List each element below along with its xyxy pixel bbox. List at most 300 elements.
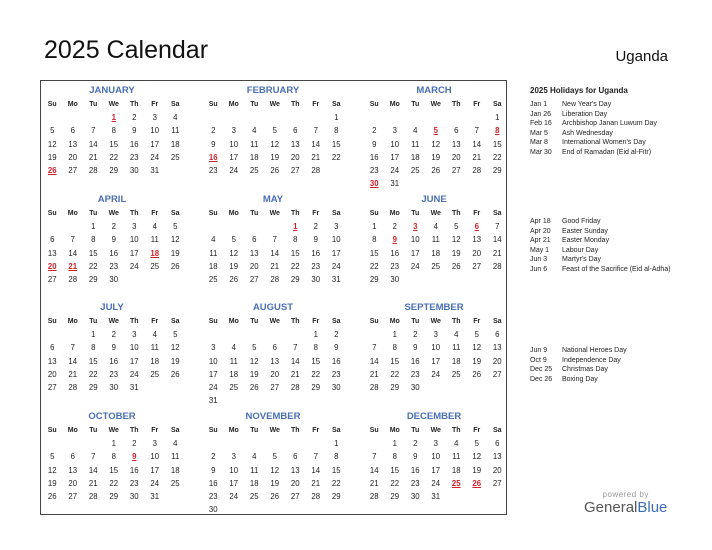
generalblue-logo[interactable] [584, 490, 667, 516]
day-cell: 10 [150, 126, 160, 136]
weekday-header: Mo [389, 210, 400, 217]
day-cell: 28 [311, 491, 321, 501]
day-cell: 2 [132, 113, 137, 123]
weekday-header: Tu [89, 427, 98, 434]
day-cell: 20 [492, 465, 502, 475]
day-cell: 23 [109, 261, 119, 271]
day-cell: 23 [208, 491, 218, 501]
day-cell: 11 [452, 452, 461, 462]
day-cell: 15 [390, 465, 400, 475]
day-cell: 2 [413, 439, 418, 449]
empty-day-cell [63, 437, 84, 450]
empty-day-cell [285, 111, 306, 124]
day-cell: 29 [88, 274, 98, 284]
day-cell: 4 [152, 222, 157, 232]
day-cell: 20 [68, 478, 78, 488]
weekday-header: Tu [411, 427, 420, 434]
weekday-header: Fr [151, 427, 159, 434]
day-cell: 15 [88, 248, 98, 258]
day-cell: 15 [109, 465, 119, 475]
weekday-header: We [108, 427, 119, 434]
day-cell: 21 [492, 248, 502, 258]
holiday-row [530, 246, 700, 256]
weekday-header: Th [290, 101, 300, 108]
day-cell: 27 [270, 382, 280, 392]
day-cell: 27 [492, 478, 502, 488]
day-cell: 13 [290, 465, 300, 475]
day-cell: 30 [109, 274, 119, 284]
day-cell: 7 [70, 235, 75, 245]
holiday-day-cell: 26 [472, 478, 482, 488]
holiday-row [530, 255, 700, 265]
weekday-header: Sa [331, 101, 341, 108]
day-cell: 2 [211, 126, 216, 136]
day-cell: 26 [229, 274, 239, 284]
day-cell: 19 [270, 152, 280, 162]
day-cell: 15 [331, 139, 341, 149]
day-cell: 13 [47, 248, 57, 258]
weekday-header: Su [47, 427, 57, 434]
day-cell: 22 [390, 369, 400, 379]
day-cell: 8 [334, 452, 339, 462]
day-cell: 26 [170, 369, 180, 379]
weekday-header: Tu [411, 101, 420, 108]
day-cell: 21 [88, 478, 98, 488]
month-grid [42, 315, 182, 394]
day-cell: 15 [290, 248, 300, 258]
empty-day-cell [203, 328, 224, 341]
day-cell: 14 [369, 356, 379, 366]
month-december [364, 410, 504, 503]
day-cell: 18 [410, 152, 420, 162]
day-cell: 19 [472, 356, 482, 366]
day-cell: 12 [270, 465, 280, 475]
day-cell: 21 [369, 369, 379, 379]
day-cell: 6 [293, 126, 298, 136]
day-cell: 4 [433, 222, 438, 232]
day-cell: 20 [270, 369, 280, 379]
weekday-header: Tu [89, 101, 98, 108]
holiday-list-q2 [530, 217, 700, 284]
holiday-name: Boxing Day [562, 375, 598, 383]
day-cell: 8 [313, 343, 318, 353]
day-cell: 19 [249, 369, 259, 379]
day-cell: 6 [272, 343, 277, 353]
day-cell: 9 [211, 465, 216, 475]
day-cell: 11 [209, 248, 218, 258]
day-cell: 20 [290, 478, 300, 488]
day-cell: 9 [372, 139, 377, 149]
holiday-list-q3 [530, 346, 700, 384]
empty-day-cell [244, 328, 265, 341]
holiday-row [530, 365, 700, 375]
day-cell: 2 [413, 330, 418, 340]
weekday-header: Su [208, 427, 218, 434]
day-cell: 21 [311, 152, 321, 162]
day-cell: 16 [369, 152, 379, 162]
empty-day-cell [203, 437, 224, 450]
weekday-header: We [108, 101, 119, 108]
day-cell: 19 [270, 478, 280, 488]
weekday-header: Tu [411, 318, 420, 325]
weekday-header: Fr [312, 101, 320, 108]
day-cell: 16 [410, 465, 420, 475]
weekday-header: Mo [67, 427, 78, 434]
holiday-day-cell: 30 [369, 179, 379, 189]
day-cell: 30 [331, 382, 341, 392]
day-cell: 16 [208, 478, 218, 488]
day-cell: 14 [270, 248, 280, 258]
day-cell: 29 [390, 382, 400, 392]
day-cell: 7 [313, 126, 318, 136]
holiday-date: Apr 18 [530, 218, 551, 225]
day-cell: 11 [171, 452, 180, 462]
day-cell: 24 [390, 165, 400, 175]
day-cell: 21 [68, 369, 78, 379]
day-cell: 3 [152, 113, 157, 123]
empty-day-cell [265, 437, 286, 450]
day-cell: 12 [472, 452, 482, 462]
day-cell: 1 [495, 113, 500, 123]
weekday-header: Th [451, 210, 461, 217]
empty-day-cell [224, 328, 245, 341]
month-may [203, 193, 343, 286]
day-cell: 14 [472, 139, 482, 149]
day-cell: 13 [270, 356, 280, 366]
day-cell: 25 [170, 478, 180, 488]
day-cell: 12 [431, 139, 441, 149]
empty-day-cell [224, 437, 245, 450]
day-cell: 28 [68, 382, 78, 392]
day-cell: 6 [293, 452, 298, 462]
holiday-day-cell: 9 [392, 235, 397, 245]
holiday-name: Liberation Day [562, 110, 608, 118]
holiday-day-cell: 25 [451, 478, 461, 488]
day-cell: 30 [109, 382, 119, 392]
day-cell: 24 [129, 261, 139, 271]
day-cell: 16 [109, 356, 119, 366]
day-cell: 7 [372, 343, 377, 353]
day-cell: 13 [492, 343, 502, 353]
empty-day-cell [63, 328, 84, 341]
holiday-date: Jan 26 [530, 110, 552, 118]
day-cell: 21 [270, 261, 280, 271]
weekday-header: We [430, 101, 441, 108]
day-cell: 14 [290, 356, 300, 366]
weekday-header: Tu [250, 427, 259, 434]
day-cell: 3 [152, 439, 157, 449]
weekday-header: Mo [67, 318, 78, 325]
day-cell: 22 [331, 152, 341, 162]
weekday-header: Th [129, 101, 139, 108]
day-cell: 18 [451, 356, 461, 366]
day-cell: 9 [111, 235, 116, 245]
day-cell: 29 [331, 491, 341, 501]
weekday-header: Th [451, 101, 461, 108]
day-cell: 6 [50, 343, 55, 353]
month-name: JULY [100, 302, 124, 313]
weekday-header: Th [129, 427, 139, 434]
day-cell: 7 [91, 452, 96, 462]
day-cell: 29 [369, 274, 379, 284]
brand-name [584, 499, 667, 516]
day-cell: 31 [431, 491, 441, 501]
day-cell: 5 [454, 222, 459, 232]
day-cell: 11 [150, 235, 159, 245]
empty-day-cell [364, 328, 385, 341]
day-cell: 9 [211, 139, 216, 149]
day-cell: 13 [451, 139, 461, 149]
day-cell: 27 [290, 491, 300, 501]
day-cell: 22 [492, 152, 502, 162]
day-cell: 23 [331, 369, 341, 379]
day-cell: 9 [413, 452, 418, 462]
empty-day-cell [224, 220, 245, 233]
empty-day-cell [244, 111, 265, 124]
day-cell: 7 [91, 126, 96, 136]
holiday-name: Easter Monday [562, 237, 610, 244]
weekday-header: Fr [473, 318, 481, 325]
day-cell: 14 [492, 235, 502, 245]
day-cell: 13 [47, 356, 57, 366]
empty-day-cell [42, 437, 63, 450]
day-cell: 17 [390, 152, 400, 162]
weekday-header: Su [47, 210, 57, 217]
holiday-row [530, 375, 700, 385]
day-cell: 10 [410, 235, 420, 245]
day-cell: 20 [290, 152, 300, 162]
weekday-header: Su [208, 318, 218, 325]
day-cell: 22 [331, 478, 341, 488]
day-cell: 4 [413, 126, 418, 136]
day-cell: 12 [472, 343, 482, 353]
holiday-name: End of Ramadan (Eid al-Fitr) [562, 148, 652, 156]
day-cell: 26 [431, 165, 441, 175]
day-cell: 6 [252, 235, 257, 245]
day-cell: 11 [250, 139, 259, 149]
day-cell: 20 [47, 369, 57, 379]
weekday-header: We [430, 427, 441, 434]
day-cell: 18 [170, 465, 180, 475]
day-cell: 2 [334, 330, 339, 340]
day-cell: 14 [88, 465, 98, 475]
day-cell: 1 [392, 439, 397, 449]
day-cell: 9 [413, 343, 418, 353]
day-cell: 21 [88, 152, 98, 162]
day-cell: 25 [208, 274, 218, 284]
day-cell: 10 [129, 235, 139, 245]
day-cell: 1 [91, 222, 96, 232]
day-cell: 10 [431, 343, 441, 353]
day-cell: 3 [211, 343, 216, 353]
day-cell: 15 [390, 356, 400, 366]
month-name: APRIL [97, 194, 127, 205]
holiday-date: Mar 30 [530, 148, 552, 156]
day-cell: 10 [229, 139, 239, 149]
weekday-header: Th [290, 210, 300, 217]
weekday-header: Mo [389, 318, 400, 325]
weekday-header: Fr [473, 427, 481, 434]
empty-day-cell [203, 220, 224, 233]
day-cell: 17 [208, 369, 218, 379]
day-cell: 29 [109, 165, 119, 175]
day-cell: 25 [150, 369, 160, 379]
month-name: MAY [262, 194, 284, 205]
day-cell: 23 [410, 478, 420, 488]
holiday-row [530, 100, 700, 110]
day-cell: 11 [150, 343, 159, 353]
day-cell: 25 [451, 369, 461, 379]
day-cell: 24 [150, 152, 160, 162]
weekday-header: Th [129, 210, 139, 217]
day-cell: 3 [392, 126, 397, 136]
weekday-header: Su [369, 318, 379, 325]
day-cell: 21 [369, 478, 379, 488]
day-cell: 20 [68, 152, 78, 162]
empty-day-cell [385, 111, 406, 124]
day-cell: 17 [331, 248, 341, 258]
day-cell: 5 [474, 330, 479, 340]
day-cell: 8 [392, 343, 397, 353]
empty-day-cell [244, 437, 265, 450]
holiday-name: Labour Day [562, 246, 599, 254]
day-cell: 1 [91, 330, 96, 340]
weekday-header: Tu [250, 318, 259, 325]
month-february [203, 84, 343, 177]
day-cell: 3 [132, 222, 137, 232]
country-label: Uganda [615, 48, 668, 65]
weekday-header: Fr [473, 101, 481, 108]
weekday-header: We [430, 318, 441, 325]
day-cell: 24 [431, 369, 441, 379]
day-cell: 5 [272, 126, 277, 136]
day-cell: 2 [313, 222, 318, 232]
day-cell: 11 [411, 139, 420, 149]
day-cell: 19 [170, 248, 180, 258]
empty-day-cell [42, 111, 63, 124]
empty-day-cell [285, 328, 306, 341]
day-cell: 2 [111, 330, 116, 340]
day-cell: 10 [208, 356, 218, 366]
day-cell: 20 [451, 152, 461, 162]
day-cell: 29 [109, 491, 119, 501]
day-cell: 27 [47, 382, 57, 392]
month-grid [364, 207, 504, 286]
holiday-list-q1 [530, 100, 700, 157]
day-cell: 5 [272, 452, 277, 462]
day-cell: 25 [410, 165, 420, 175]
day-cell: 18 [208, 261, 218, 271]
day-cell: 3 [334, 222, 339, 232]
day-cell: 5 [474, 439, 479, 449]
weekday-header: Th [129, 318, 139, 325]
weekday-header: Mo [228, 101, 239, 108]
day-cell: 13 [68, 465, 78, 475]
day-cell: 1 [313, 330, 318, 340]
holiday-name: Archbishop Janan Luwum Day [562, 120, 657, 127]
weekday-header: Sa [492, 427, 502, 434]
day-cell: 12 [47, 139, 57, 149]
day-cell: 26 [249, 382, 259, 392]
day-cell: 17 [229, 152, 239, 162]
weekday-header: Su [369, 427, 379, 434]
month-grid [42, 207, 182, 286]
day-cell: 2 [372, 126, 377, 136]
day-cell: 6 [495, 330, 500, 340]
day-cell: 30 [311, 274, 321, 284]
day-cell: 24 [431, 478, 441, 488]
month-name: MARCH [416, 85, 452, 96]
day-cell: 11 [250, 465, 259, 475]
day-cell: 3 [433, 330, 438, 340]
holiday-row [530, 110, 700, 120]
holiday-row [530, 346, 700, 356]
day-cell: 23 [369, 165, 379, 175]
holiday-day-cell: 21 [68, 261, 78, 271]
holiday-row [530, 217, 700, 227]
weekday-header: We [269, 101, 280, 108]
day-cell: 28 [290, 382, 300, 392]
day-cell: 5 [231, 235, 236, 245]
day-cell: 4 [211, 235, 216, 245]
month-name: AUGUST [252, 302, 294, 313]
day-cell: 15 [369, 248, 379, 258]
day-cell: 19 [431, 152, 441, 162]
empty-day-cell [42, 220, 63, 233]
weekday-header: We [108, 318, 119, 325]
day-cell: 22 [311, 369, 321, 379]
day-cell: 30 [410, 491, 420, 501]
empty-day-cell [467, 111, 488, 124]
weekday-header: Mo [228, 210, 239, 217]
day-cell: 30 [129, 491, 139, 501]
holiday-date: May 1 [530, 246, 550, 254]
day-cell: 7 [272, 235, 277, 245]
day-cell: 9 [334, 343, 339, 353]
day-cell: 28 [492, 261, 502, 271]
weekday-header: Su [369, 101, 379, 108]
day-cell: 15 [88, 356, 98, 366]
day-cell: 8 [111, 452, 116, 462]
day-cell: 22 [109, 478, 119, 488]
day-cell: 18 [451, 465, 461, 475]
weekday-header: Fr [151, 318, 159, 325]
day-cell: 15 [492, 139, 502, 149]
weekday-header: Su [208, 101, 218, 108]
day-cell: 20 [492, 356, 502, 366]
day-cell: 21 [290, 369, 300, 379]
day-cell: 28 [311, 165, 321, 175]
day-cell: 4 [454, 330, 459, 340]
day-cell: 30 [390, 274, 400, 284]
day-cell: 5 [173, 222, 178, 232]
empty-day-cell [63, 111, 84, 124]
day-cell: 25 [229, 382, 239, 392]
day-cell: 17 [431, 356, 441, 366]
day-cell: 12 [229, 248, 239, 258]
day-cell: 26 [47, 491, 57, 501]
day-cell: 18 [170, 139, 180, 149]
month-name: OCTOBER [88, 411, 136, 422]
day-cell: 27 [472, 261, 482, 271]
day-cell: 12 [170, 343, 180, 353]
month-june [364, 193, 504, 286]
day-cell: 11 [431, 235, 440, 245]
day-cell: 25 [431, 261, 441, 271]
holiday-name: New Year's Day [562, 101, 612, 108]
day-cell: 28 [88, 165, 98, 175]
day-cell: 2 [211, 452, 216, 462]
